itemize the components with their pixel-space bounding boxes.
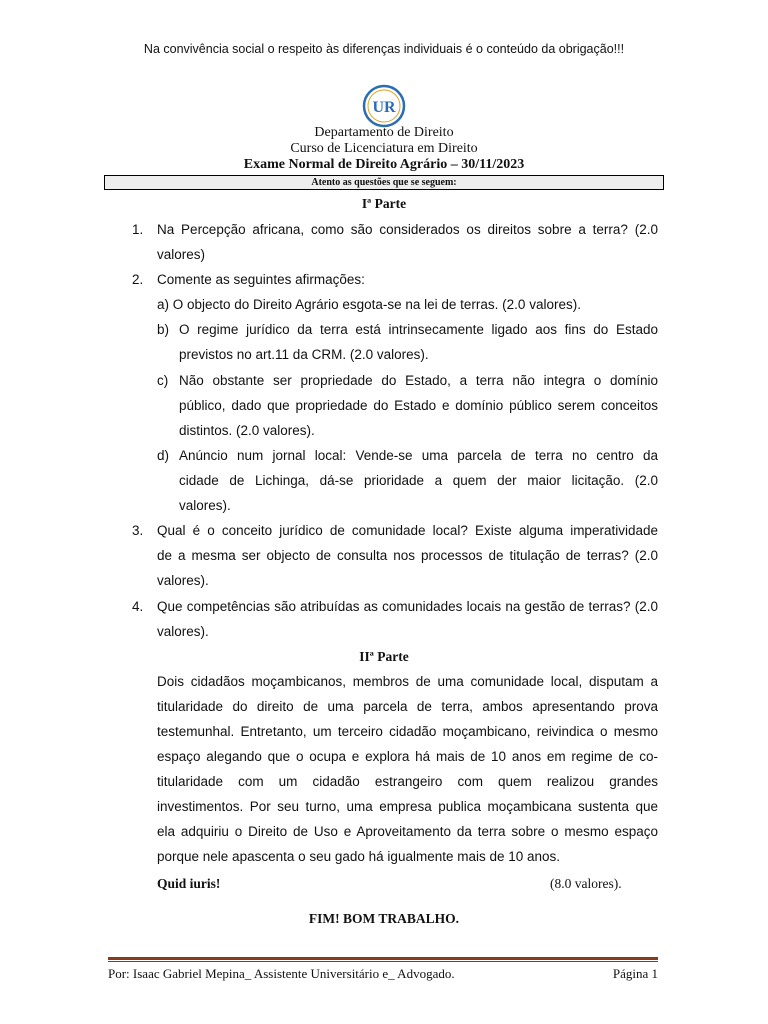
question-2d-line: Anúncio num jornal local: Vende-se uma parcela de terra no centro da xyxy=(179,448,658,463)
case-line: titularidade com um cidadão estrangeiro com quem realizou grandes xyxy=(157,774,658,789)
footer-author: Por: Isaac Gabriel Mepina_ Assistente Universitário e_ Advogado. xyxy=(108,966,455,981)
quid-iuris-value: (8.0 valores). xyxy=(550,876,622,891)
question-3-line: Qual é o conceito jurídico de comunidade local? Existe alguma imperatividade xyxy=(157,523,658,538)
question-2b-line: O regime jurídico da terra está intrinsecamente ligado aos fins do Estado xyxy=(179,322,658,337)
question-2d-line: valores). xyxy=(179,498,231,513)
case-line: investimentos. Por seu turno, uma empresa publica moçambicana sustenta que xyxy=(157,799,658,814)
department-name: Departamento de Direito xyxy=(314,125,454,140)
question-2d xyxy=(179,443,658,518)
question-4-line: valores). xyxy=(157,624,209,639)
case-line: ela adquiriu o Direito de Uso e Aproveitamento da terra sobre o mesmo espaço xyxy=(157,824,658,839)
case-line: testemunhal. Entretanto, um terceiro cidadão moçambicano, reivindica o mesmo xyxy=(157,724,658,739)
question-2a: a) O objecto do Direito Agrário esgota-se na lei de terras. (2.0 valores). xyxy=(157,297,581,312)
question-2c-label: c) xyxy=(157,373,169,388)
question-2d-label: d) xyxy=(157,448,170,463)
case-line: espaço alegando que o ocupa e explora há mais de 10 anos em regime de co- xyxy=(157,749,658,764)
exam-title: Exame Normal de Direito Agrário – 30/11/2023 xyxy=(243,157,525,172)
case-study-text xyxy=(157,669,658,869)
case-line: titularidade do direito de uma parcela de terra, ambos apresentando prova xyxy=(157,699,658,714)
question-1-line: Na Percepção africana, como são considerados os direitos sobre a terra? (2.0 xyxy=(157,222,658,237)
question-2c-line: público, dado que propriedade do Estado e domínio público serem conceitos xyxy=(179,398,658,413)
question-1-number: 1. xyxy=(132,222,144,237)
footer-rule-thick xyxy=(108,957,658,960)
question-2b xyxy=(179,317,658,367)
university-logo xyxy=(360,84,408,128)
part-1-title: Iª Parte xyxy=(361,196,407,211)
document-motto: Na convivência social o respeito às diferenças individuais é o conteúdo da obrigação!!! xyxy=(143,42,625,56)
quid-iuris: Quid iuris! xyxy=(157,876,221,891)
question-2-text: Comente as seguintes afirmações: xyxy=(157,272,365,287)
case-line: porque nele apascenta o seu gado há igualmente mais de 10 anos. xyxy=(157,849,561,864)
footer-rule-thin xyxy=(108,961,658,962)
footer-page-number: Página 1 xyxy=(612,966,658,981)
question-3-line: valores). xyxy=(157,573,209,588)
question-2c-line: distintos. (2.0 valores). xyxy=(179,423,315,438)
logo-text: UR xyxy=(372,99,396,116)
question-2-number: 2. xyxy=(132,272,144,287)
course-name: Curso de Licenciatura em Direito xyxy=(290,141,478,156)
question-1-line: valores) xyxy=(157,247,206,262)
question-4-line: Que competências são atribuídas as comunidades locais na gestão de terras? (2.0 xyxy=(157,599,658,614)
question-4 xyxy=(157,594,658,644)
question-3-number: 3. xyxy=(132,523,144,538)
question-3-line: de a mesma ser objecto de consulta nos processos de titulação de terras? (2.0 xyxy=(157,548,658,563)
question-2b-label: b) xyxy=(157,322,170,337)
part-2-title: IIª Parte xyxy=(359,649,409,664)
question-1 xyxy=(157,217,658,267)
closing-message: FIM! BOM TRABALHO. xyxy=(308,911,460,926)
question-2c xyxy=(179,368,658,443)
question-3 xyxy=(157,518,658,593)
case-line: Dois cidadãos moçambicanos, membros de uma comunidade local, disputam a xyxy=(157,674,658,689)
question-2c-line: Não obstante ser propriedade do Estado, a terra não integra o domínio xyxy=(179,373,658,388)
question-4-number: 4. xyxy=(132,599,144,614)
question-2b-line: previstos no art.11 da CRM. (2.0 valores). xyxy=(179,347,429,362)
question-2d-line: cidade de Lichinga, dá-se prioridade a quem der maior licitação. (2.0 xyxy=(179,473,658,488)
instruction-box: Atento as questões que se seguem: xyxy=(104,175,664,190)
